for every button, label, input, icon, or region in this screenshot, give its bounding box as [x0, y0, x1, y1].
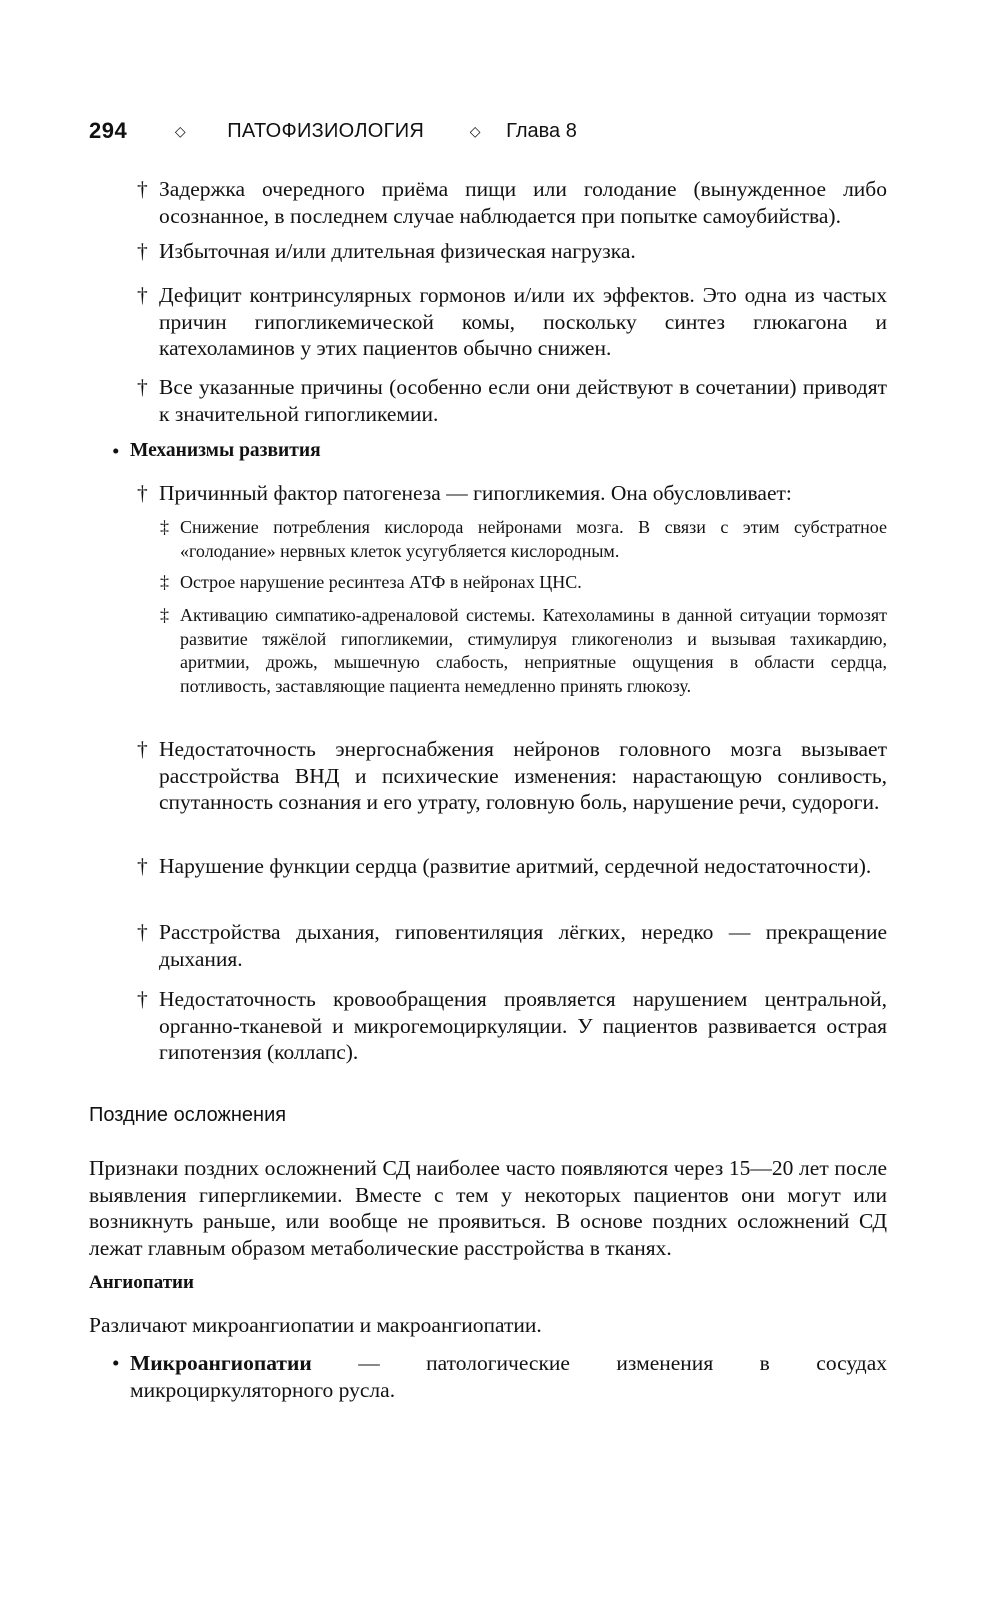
- running-header: [89, 116, 577, 146]
- list-item: [137, 919, 887, 972]
- subsection-heading: Ангиопатии: [89, 1272, 194, 1293]
- list-item-text: Избыточная и/или длительная физическая нагрузка.: [159, 239, 636, 263]
- paragraph: Различают микроангиопатии и макроангиопатии.: [89, 1313, 542, 1337]
- list-item: [137, 986, 887, 1066]
- chapter-label: Глава 8: [506, 119, 577, 142]
- dagger-marker: †: [137, 375, 148, 399]
- list-item: [137, 736, 887, 816]
- list-item: [137, 176, 887, 229]
- sub-list-item-text: Снижение потребления кислорода нейронами мозга. В связи с этим субстратное «голодание» нервных клеток усугубляется кислородным.: [180, 517, 887, 561]
- sub-list-item: [160, 604, 887, 698]
- sub-list-item: [160, 516, 887, 563]
- section-bullet: [112, 1350, 887, 1403]
- term: Микроангиопатии: [130, 1351, 312, 1375]
- dagger-marker: †: [137, 854, 148, 878]
- section-bullet: [112, 438, 887, 465]
- diamond-icon: ◇: [469, 122, 481, 139]
- list-item-text: Нарушение функции сердца (развитие аритмий, сердечной недостаточности).: [159, 854, 872, 878]
- page-number: 294: [89, 118, 128, 143]
- double-dagger-marker: ‡: [160, 517, 169, 537]
- list-item: [137, 282, 887, 362]
- paragraph: Признаки поздних осложнений СД наиболее часто появляются через 15—20 лет после выявления гипергликемии. Вместе с тем у некоторых пациентов они могут или возникнуть раньше, или вообще не проявиться. В основе поздних осложнений СД лежат главным образом метаболические расстройства в тканях.: [89, 1156, 887, 1260]
- section-heading: Поздние осложнения: [89, 1104, 287, 1126]
- bullet-marker: •: [112, 439, 120, 463]
- list-item-text: Причинный фактор патогенеза — гипогликемия. Она обусловливает:: [159, 481, 792, 505]
- mechanisms-heading: Механизмы развития: [130, 440, 321, 461]
- list-item-text: Дефицит контринсулярных гормонов и/или их эффектов. Это одна из частых причин гипогликемической комы, поскольку синтез глюкагона и катехоламинов у этих пациентов обычно снижен.: [159, 283, 887, 360]
- dagger-marker: †: [137, 239, 148, 263]
- dagger-marker: †: [137, 920, 148, 944]
- bullet-marker: •: [112, 1351, 120, 1375]
- list-item: [137, 853, 887, 880]
- list-item: [137, 480, 887, 507]
- dagger-marker: †: [137, 987, 148, 1011]
- list-item-text: Задержка очередного приёма пищи или голодание (вынужденное либо осознанное, в последнем случае наблюдается при попытке самоубийства).: [159, 177, 887, 228]
- list-item: [137, 374, 887, 427]
- dagger-marker: †: [137, 177, 148, 201]
- double-dagger-marker: ‡: [160, 605, 169, 625]
- double-dagger-marker: ‡: [160, 572, 169, 592]
- list-item-text: Расстройства дыхания, гиповентиляция лёгких, нередко — прекращение дыхания.: [159, 920, 887, 971]
- sub-list-item-text: Острое нарушение ресинтеза АТФ в нейронах ЦНС.: [180, 572, 582, 592]
- sub-list-item: [160, 571, 887, 595]
- dagger-marker: †: [137, 737, 148, 761]
- definition: — патологические изменения в сосудах микроциркуляторного русла.: [130, 1351, 887, 1402]
- list-item-text: Недостаточность кровообращения проявляется нарушением центральной, органно-тканевой и микрогемоциркуляции. У пациентов развивается острая гипотензия (коллапс).: [159, 987, 887, 1064]
- definition-text: [130, 1350, 887, 1403]
- book-title: ПАТОФИЗИОЛОГИЯ: [227, 119, 425, 142]
- diamond-icon: ◇: [174, 122, 186, 139]
- sub-list-item-text: Активацию симпатико-адреналовой системы. Катехоламины в данной ситуации тормозят развитие тяжёлой гипогликемии, стимулируя гликогенолиз и вызывая тахикардию, аритмии, дрожь, мышечную слабость, неприятные ощущения в области сердца, потливость, заставляющие пациента немедленно принять глюкозу.: [180, 605, 887, 696]
- list-item-text: Все указанные причины (особенно если они действуют в сочетании) приводят к значительной гипогликемии.: [159, 375, 887, 426]
- dagger-marker: †: [137, 481, 148, 505]
- list-item-text: Недостаточность энергоснабжения нейронов головного мозга вызывает расстройства ВНД и психические изменения: нарастающую сонливость, спутанность сознания и его утрату, головную боль, нарушение речи, судороги.: [159, 737, 887, 814]
- list-item: [137, 238, 887, 265]
- dagger-marker: †: [137, 283, 148, 307]
